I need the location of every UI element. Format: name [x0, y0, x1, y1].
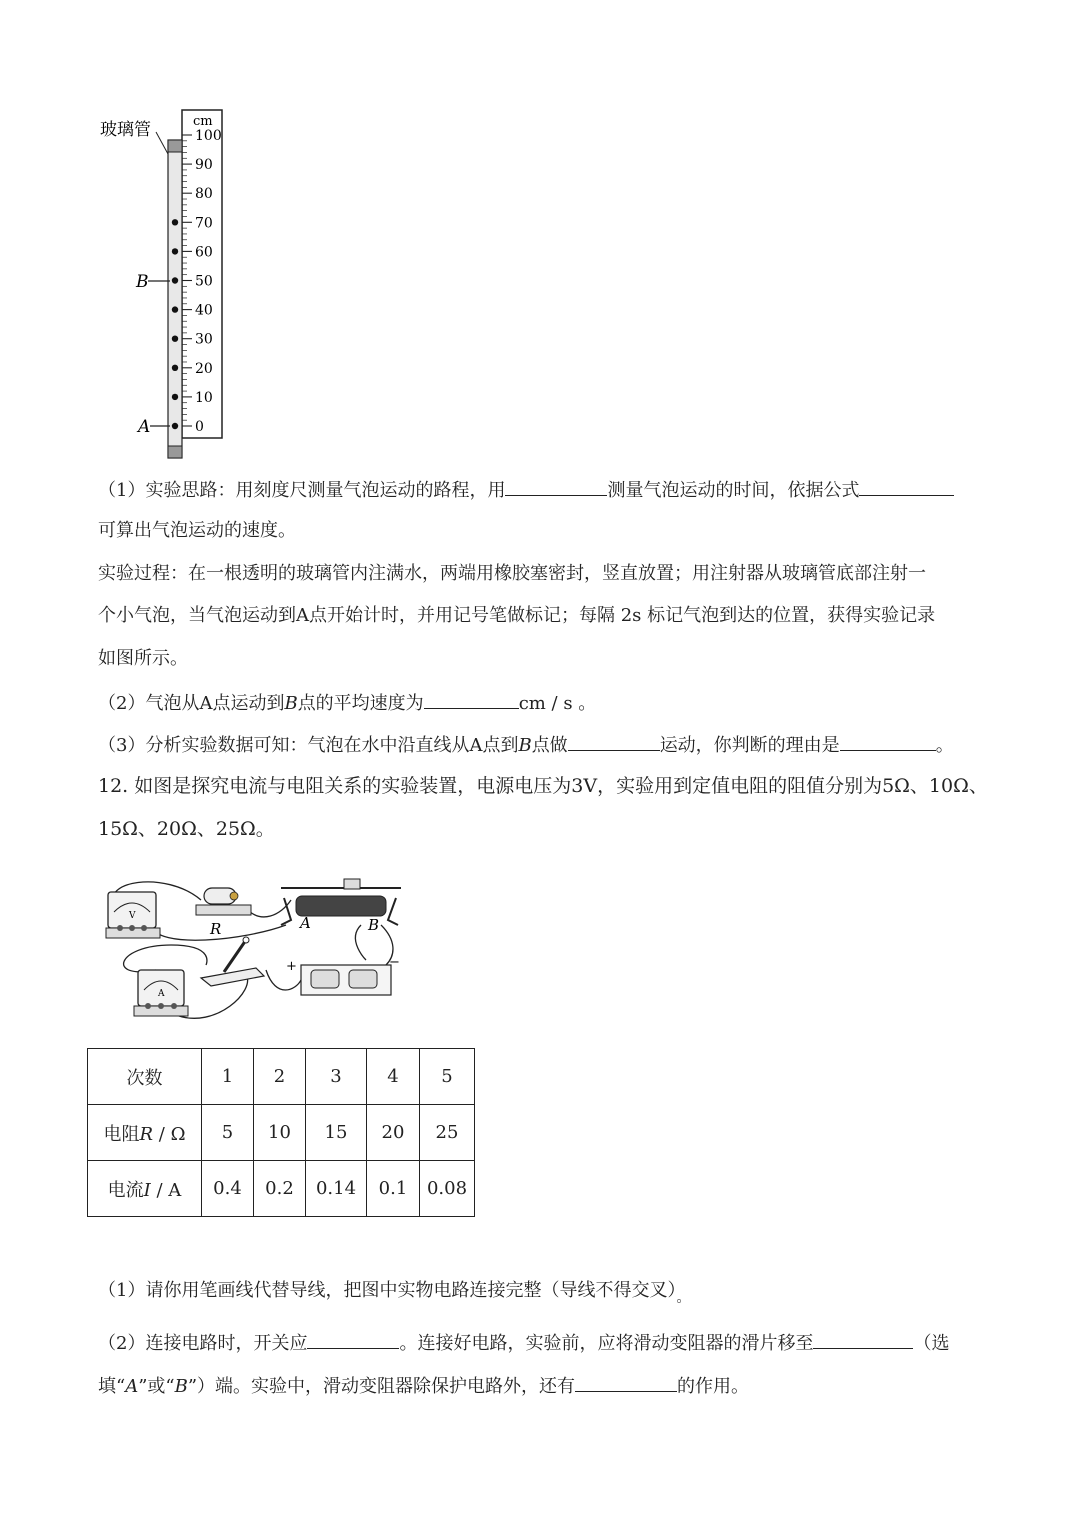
- q12-s2-text-a: （2）连接电路时，开关应: [98, 1333, 308, 1354]
- q12-part2-line2: [98, 1371, 749, 1401]
- voltmeter-label: V: [129, 911, 136, 921]
- q11-p1-text-a: （1）实验思路：用刻度尺测量气泡运动的路程，用: [98, 480, 506, 501]
- q12-s2-text-b: 。连接好电路，实验前，应将滑动变阻器的滑片移至: [399, 1333, 814, 1354]
- q12-part1: [98, 1277, 690, 1312]
- ruler-tick-label: 70: [195, 215, 213, 232]
- q12-s2-text-c: （选: [913, 1333, 950, 1354]
- bubble-mark: [172, 336, 178, 342]
- q11-p3-text-e: 。: [935, 735, 954, 756]
- point-a-label: A: [138, 417, 151, 437]
- q11-p1-text-b: 测量气泡运动的时间，依据公式: [607, 480, 860, 501]
- voltmeter: [106, 892, 160, 938]
- table-cell: 3: [306, 1049, 367, 1105]
- q12-s2-b: B: [174, 1376, 188, 1397]
- glass-tube-figure: [90, 100, 240, 465]
- q12-s1-end: 。: [676, 1290, 691, 1306]
- ruler-unit: cm: [193, 114, 213, 129]
- q12-s2-blank-end[interactable]: [813, 1328, 913, 1349]
- data-table: [87, 1048, 475, 1217]
- ruler-tick-label: 0: [195, 419, 204, 435]
- current-label-var: I: [143, 1179, 151, 1201]
- q11-part1-line1: [98, 475, 954, 505]
- q11-part1-line2: 可算出气泡运动的速度。: [98, 520, 296, 541]
- q11-p2-unit: cm / s 。: [518, 693, 597, 714]
- q12-s2-text-h: ”）端。实验中，滑动变阻器除保护电路外，还有: [187, 1376, 576, 1397]
- q11-p3-text-c: 点做: [531, 735, 568, 756]
- q11-p2-text-c: 点的平均速度为: [297, 693, 424, 714]
- resistance-label-var: R: [139, 1123, 154, 1145]
- q11-process-line2: 个小气泡，当气泡运动到A点开始计时，并用记号笔做标记；每隔 2s 标记气泡到达的位置，获得实验记录: [98, 605, 936, 626]
- q12-s1-text: （1）请你用笔画线代替导线，把图中实物电路连接完整（导线不得交叉）: [98, 1280, 677, 1301]
- table-cell: 0.2: [254, 1161, 306, 1217]
- q11-p1-blank-formula[interactable]: [859, 475, 954, 496]
- q11-p2-b: B: [284, 693, 298, 714]
- ruler-tick-label: 90: [195, 157, 213, 174]
- q11-p1-blank-timer[interactable]: [505, 475, 607, 496]
- table-cell: 0.4: [202, 1161, 254, 1217]
- bubble-mark: [172, 219, 178, 225]
- point-b-label: B: [136, 272, 149, 292]
- q11-p2-text-a: （2）气泡从A点运动到: [98, 693, 285, 714]
- tube-label-pointer: [156, 132, 168, 154]
- q11-p3-blank-motion[interactable]: [568, 730, 660, 751]
- q12-s2-a: A: [125, 1376, 139, 1397]
- q11-part3: [98, 730, 954, 760]
- table-cell: 0.08: [420, 1161, 475, 1217]
- ruler-tick-label: 50: [195, 273, 213, 290]
- battery-plus-label: +: [286, 959, 297, 974]
- q12-s2-text-i: 的作用。: [677, 1376, 750, 1397]
- current-label-text: 电流: [107, 1179, 144, 1201]
- q12-s2-blank-role[interactable]: [575, 1371, 677, 1392]
- q11-p3-blank-reason[interactable]: [840, 730, 936, 751]
- table-header-current: [88, 1161, 202, 1217]
- wire-ammeter-switch: [124, 945, 207, 972]
- ruler-tick-label: 10: [195, 389, 213, 406]
- resistance-label-text: 电阻: [103, 1123, 140, 1145]
- q12-s2-blank-switch[interactable]: [307, 1328, 399, 1349]
- top-stopper: [168, 140, 182, 152]
- q12-intro-line2: 15Ω、20Ω、25Ω。: [98, 818, 275, 840]
- table-row-current: [88, 1161, 475, 1217]
- table-header-trials: 次数: [88, 1049, 202, 1105]
- resistor-label: R: [210, 920, 222, 938]
- circuit-figure: [96, 870, 406, 1030]
- q11-part2: [98, 688, 596, 718]
- table-cell: 0.1: [367, 1161, 420, 1217]
- bubble-mark: [172, 394, 178, 400]
- bubble-mark: [172, 248, 178, 254]
- wire-resistor-rheostat: [246, 900, 291, 917]
- ruler-tick-label: 80: [195, 186, 213, 203]
- rheostat-b-label: B: [368, 916, 380, 934]
- bubble-mark: [172, 423, 178, 429]
- battery: [286, 955, 400, 995]
- ammeter: [134, 970, 188, 1016]
- table-cell: 10: [254, 1105, 306, 1161]
- table-cell: 15: [306, 1105, 367, 1161]
- q12-intro-line1: 12. 如图是探究电流与电阻关系的实验装置，电源电压为3V，实验用到定值电阻的阻值分别为5Ω、10Ω、: [98, 775, 988, 797]
- table-row-trials: [88, 1049, 475, 1105]
- table-header-resistance: [88, 1105, 202, 1161]
- rheostat-a-label: A: [300, 914, 311, 932]
- current-label-unit: / A: [150, 1179, 182, 1201]
- table-cell: 5: [420, 1049, 475, 1105]
- q11-p3-text-d: 运动，你判断的理由是: [659, 735, 840, 756]
- ruler-tick-label: 20: [195, 360, 213, 377]
- ruler-tick-label: 40: [195, 302, 213, 319]
- q12-s2-text-f: ”或“: [138, 1376, 175, 1397]
- wire-rheostat-b: [355, 925, 366, 960]
- table-row-resistance: [88, 1105, 475, 1161]
- q12-part2-line1: [98, 1328, 949, 1358]
- bottom-stopper: [168, 446, 182, 458]
- table-cell: 0.14: [306, 1161, 367, 1217]
- q12-s2-text-d: 填“: [98, 1376, 126, 1397]
- switch: [201, 937, 264, 986]
- q11-p3-text-a: （3）分析实验数据可知：气泡在水中沿直线从A点到: [98, 735, 519, 756]
- fixed-resistor: [196, 888, 251, 938]
- ruler-tick-label: 100: [195, 128, 222, 144]
- table-cell: 2: [254, 1049, 306, 1105]
- q11-process-line3: 如图所示。: [98, 648, 188, 669]
- bubble-mark: [172, 365, 178, 371]
- bubble-mark: [172, 306, 178, 312]
- table-cell: 1: [202, 1049, 254, 1105]
- q11-p3-b: B: [518, 735, 532, 756]
- table-cell: 20: [367, 1105, 420, 1161]
- ruler-tick-label: 30: [195, 331, 213, 348]
- table-cell: 4: [367, 1049, 420, 1105]
- battery-minus-label: −: [389, 955, 400, 970]
- q11-p2-blank-speed[interactable]: [424, 688, 519, 709]
- bubble-mark: [172, 277, 178, 283]
- tube-label: 玻璃管: [100, 120, 151, 140]
- ruler-tick-label: 60: [195, 244, 213, 261]
- q11-process-line1: 实验过程：在一根透明的玻璃管内注满水，两端用橡胶塞密封，竖直放置；用注射器从玻璃管底部注射一: [98, 563, 926, 584]
- resistance-label-unit: / Ω: [153, 1123, 186, 1145]
- glass-tube: [168, 140, 182, 458]
- table-cell: 25: [420, 1105, 475, 1161]
- ammeter-label: A: [158, 989, 165, 999]
- table-cell: 5: [202, 1105, 254, 1161]
- rheostat: [281, 879, 401, 934]
